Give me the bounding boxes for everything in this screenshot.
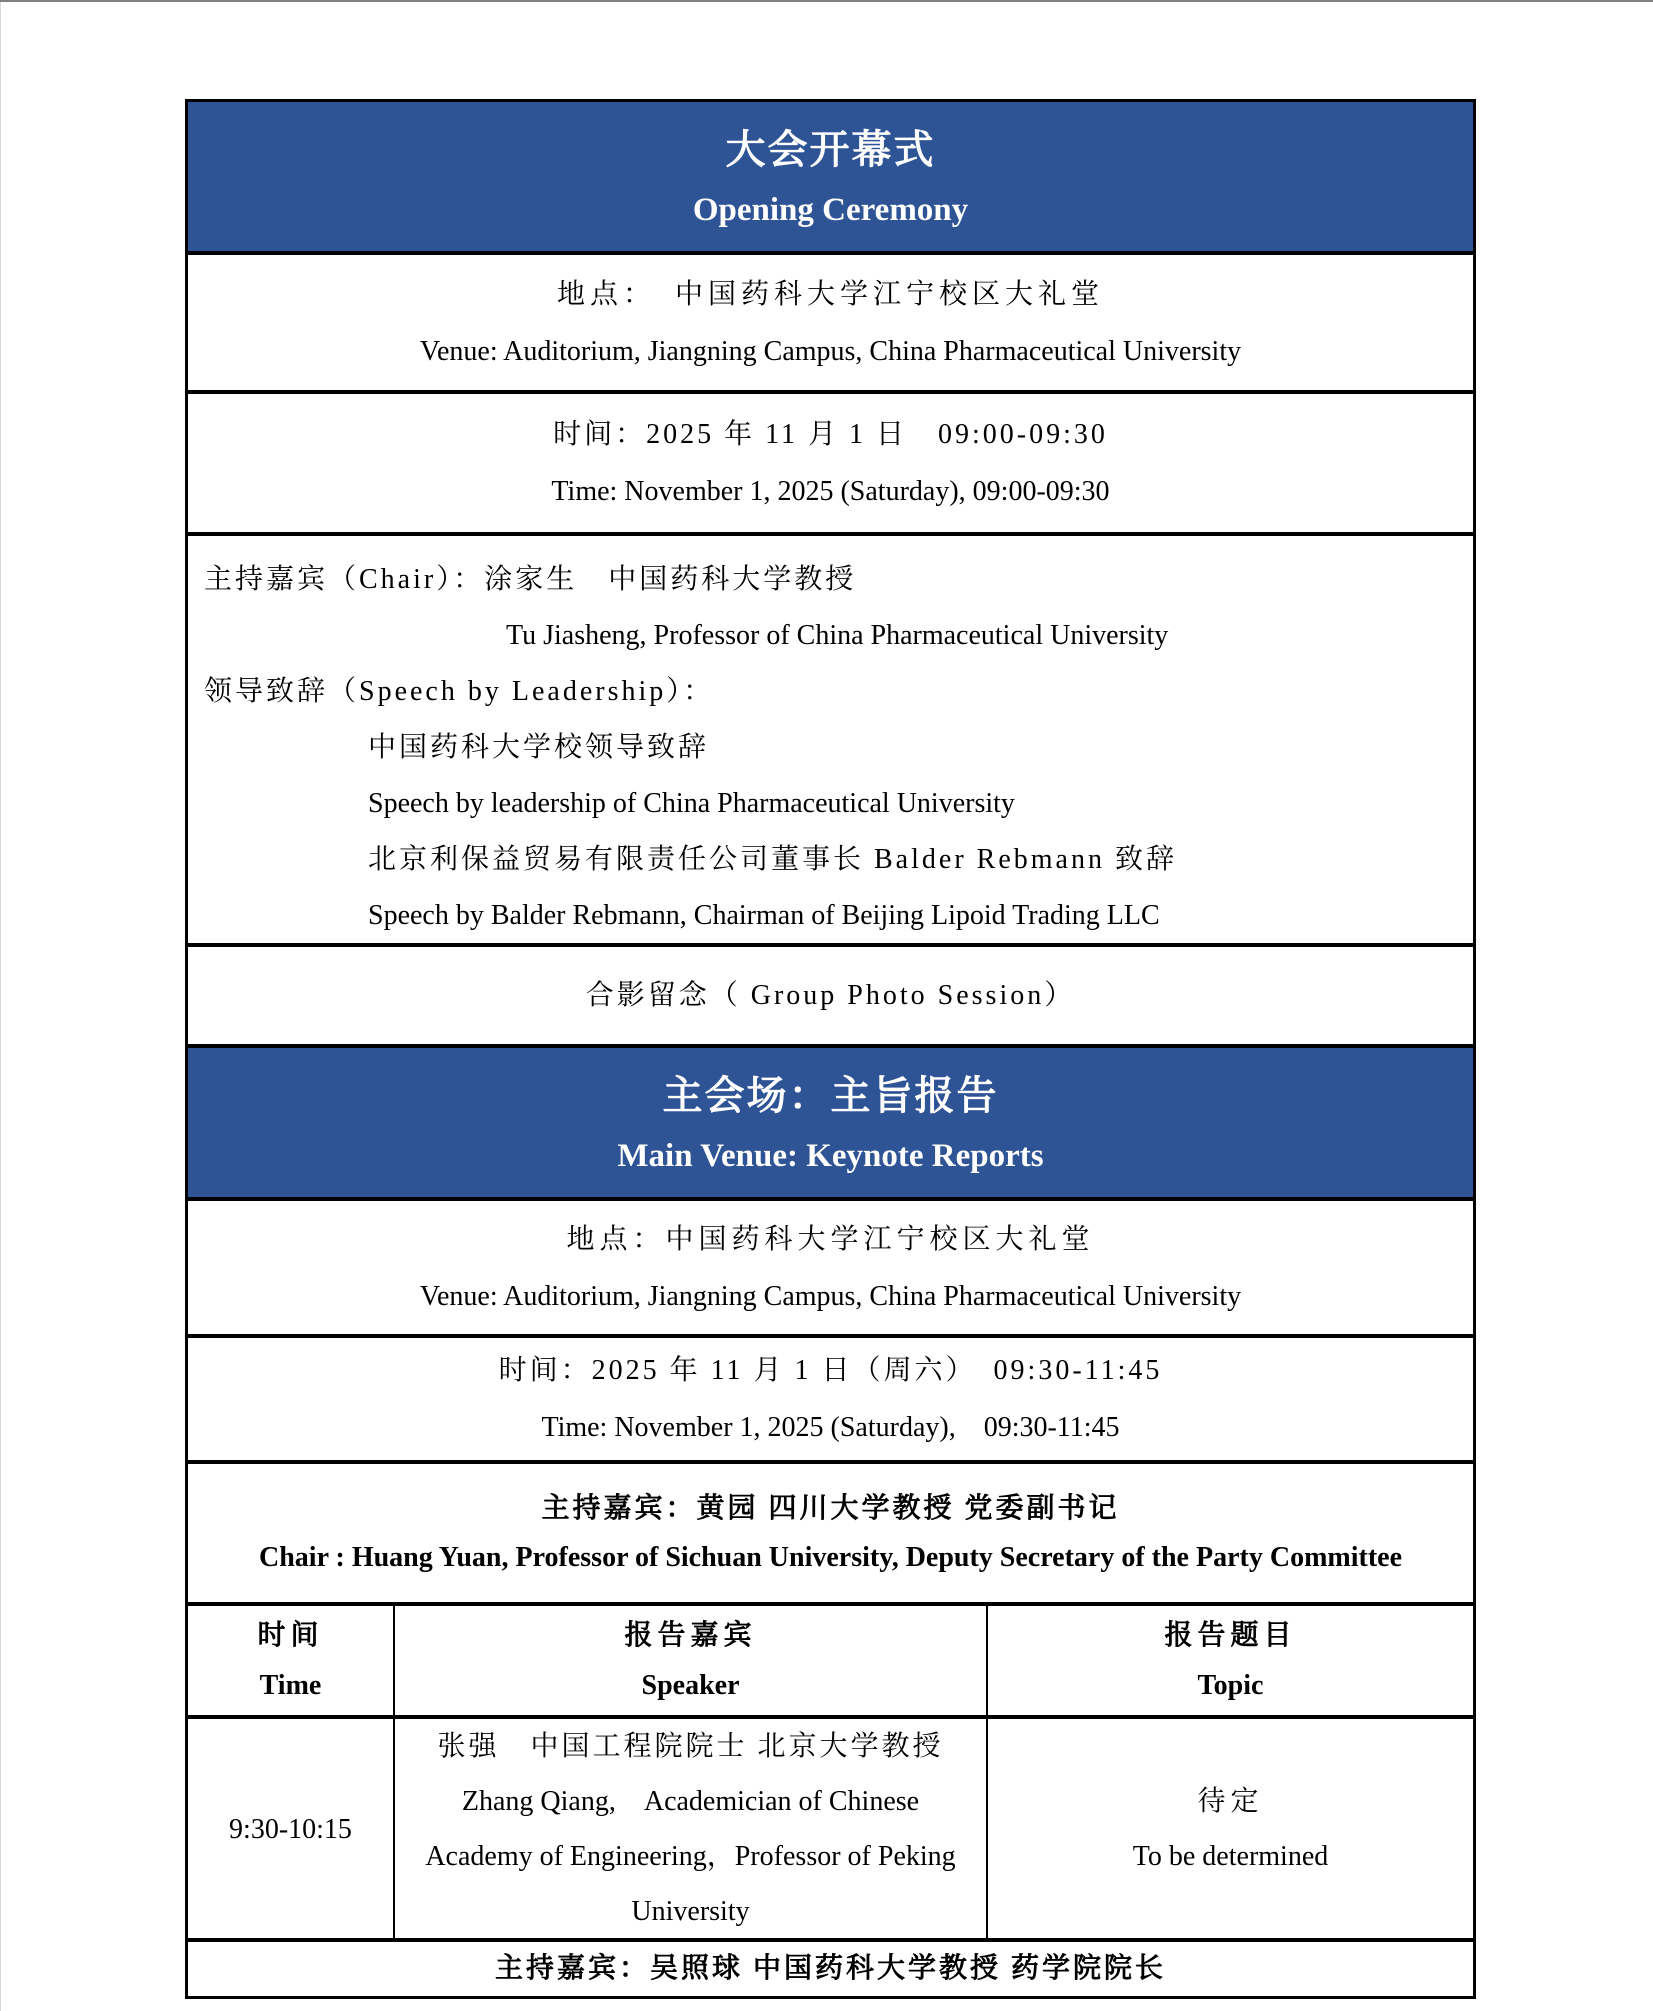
cell-speaker [393,1719,986,1939]
session-time: 9:30-10:15 [229,1813,352,1845]
opening-chair-en: Tu Jiasheng, Professor of China Pharmaceutical University [506,620,1169,651]
opening-speech-label: 领导致辞（Speech by Leadership）： [204,676,715,707]
keynote-time-en: Time: November 1, 2025 (Saturday), 09:30-11:45 [541,1412,1120,1443]
cell-time [188,1719,393,1939]
keynote-chair-zh: 主持嘉宾：黄园 四川大学教授 党委副书记 [541,1493,1120,1524]
cell-topic [986,1719,1473,1939]
header-speaker-en: Speaker [641,1669,740,1701]
keynote-title-en: Main Venue: Keynote Reports [617,1137,1044,1174]
opening-chair-zh: 主持嘉宾（Chair）：涂家生 中国药科大学教授 [204,564,857,595]
keynote-title-zh: 主会场：主旨报告 [662,1072,999,1119]
opening-chair-row [188,536,1473,947]
header-cell-speaker [393,1606,986,1715]
keynote-chair-en: Chair : Huang Yuan, Professor of Sichuan University, Deputy Secretary of the Party Committee [259,1542,1402,1573]
header-cell-topic [986,1606,1473,1715]
header-time-zh: 时间 [257,1619,324,1651]
keynote-table-header [188,1606,1473,1719]
keynote-venue-row [188,1201,1473,1338]
header-topic-zh: 报告题目 [1164,1619,1297,1651]
header-speaker-zh: 报告嘉宾 [624,1619,757,1651]
header-topic-en: Topic [1197,1669,1264,1701]
group-photo-row [188,947,1473,1048]
keynote-chair-row [188,1464,1473,1606]
opening-venue-en: Venue: Auditorium, Jiangning Campus, China Pharmaceutical University [419,335,1242,367]
opening-time-en: Time: November 1, 2025 (Saturday), 09:00-09:30 [551,476,1110,507]
section-header-keynote [188,1048,1473,1201]
table-row [188,1719,1473,1942]
section-header-opening-ceremony [188,102,1473,255]
speaker-zh: 张强 中国工程院院士 北京大学教授 [437,1731,944,1762]
keynote-time-row [188,1338,1473,1464]
opening-speech1-en: Speech by leadership of China Pharmaceutical University [368,788,1015,819]
keynote-venue-en: Venue: Auditorium, Jiangning Campus, China Pharmaceutical University [419,1280,1242,1312]
topic-zh: 待定 [1197,1786,1264,1817]
footer-chair: 主持嘉宾：吴照球 中国药科大学教授 药学院院长 [494,1953,1166,1984]
keynote-venue-zh: 地点：中国药科大学江宁校区大礼堂 [566,1223,1095,1255]
opening-speech1-zh: 中国药科大学校领导致辞 [368,732,710,763]
header-cell-time [188,1606,393,1715]
opening-time-zh: 时间：2025 年 11 月 1 日 09:00-09:30 [553,419,1108,450]
program-table [185,99,1476,1999]
keynote-time-zh: 时间：2025 年 11 月 1 日（周六） 09:30-11:45 [498,1355,1163,1386]
opening-title-en: Opening Ceremony [692,191,969,228]
opening-venue-zh: 地点： 中国药科大学江宁校区大礼堂 [556,278,1104,310]
topic-en: To be determined [1132,1841,1329,1872]
opening-speech2-zh: 北京利保益贸易有限责任公司董事长 Balder Rebmann 致辞 [368,844,1177,875]
keynote-footer-chair-row [188,1942,1473,1996]
group-photo-line: 合影留念（ Group Photo Session） [585,980,1076,1011]
opening-title-zh: 大会开幕式 [725,126,936,173]
header-time-en: Time [259,1669,322,1701]
page-edge-line [0,2,1,2011]
opening-venue-row [188,255,1473,394]
speaker-en: Zhang Qiang, Academician of Chinese Academy of Engineering，Professor of Peking University [425,1786,956,1927]
opening-speech2-en: Speech by Balder Rebmann, Chairman of Beijing Lipoid Trading LLC [368,900,1160,931]
opening-time-row [188,394,1473,536]
